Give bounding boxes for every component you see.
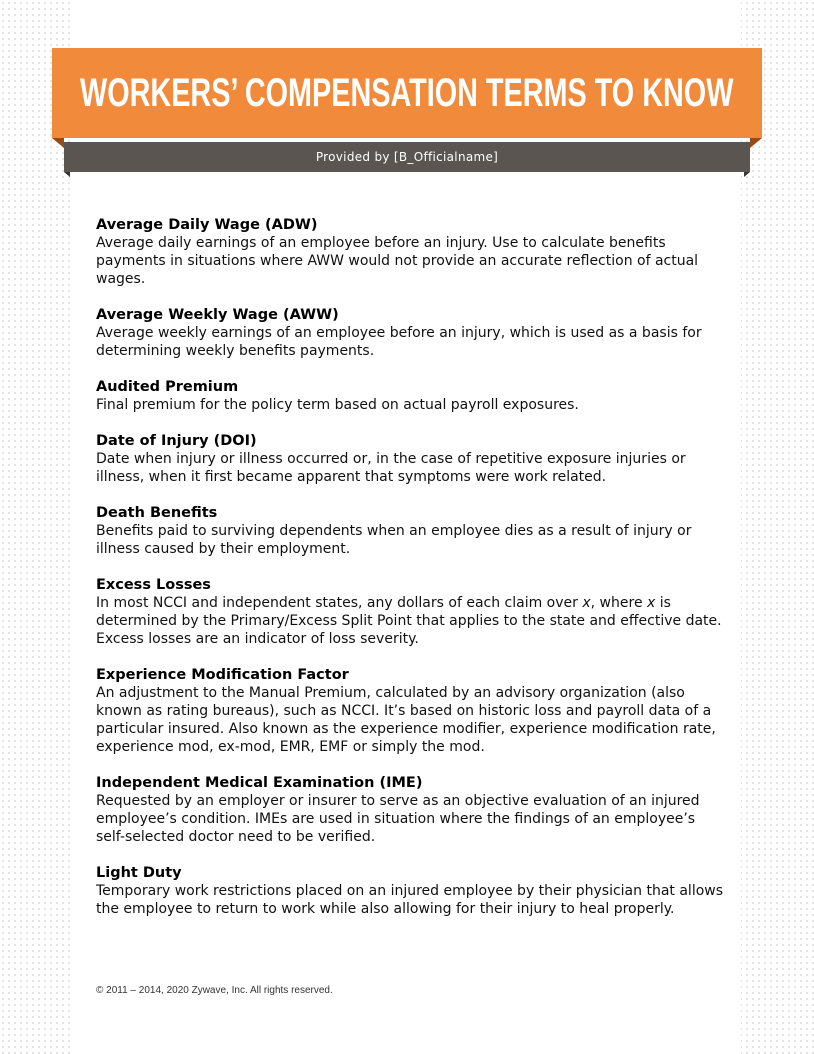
term-name: Excess Losses <box>96 577 211 593</box>
term-definition: Final premium for the policy term based on actual payroll exposures. <box>96 397 579 413</box>
copyright-footer: © 2011 – 2014, 2020 Zywave, Inc. All rights reserved. <box>96 985 333 996</box>
term-definition: An adjustment to the Manual Premium, calculated by an advisory organization (also known as rating bureaus), such as NCCI. It’s based on historic loss and payroll data of a particular insured. Also known as the experience modifier, experience modification rate, experience mod, ex-mod, EMR, EMF or simply the mod. <box>96 685 716 755</box>
term-name: Average Daily Wage (ADW) <box>96 217 318 233</box>
provided-by-bar <box>64 142 750 172</box>
term-name: Average Weekly Wage (AWW) <box>96 307 339 323</box>
subbar-fold-right <box>744 172 750 177</box>
page-title: WORKERS’ COMPENSATION TERMS TO KNOW <box>80 70 734 115</box>
title-banner <box>52 48 762 138</box>
term-entry <box>96 864 726 918</box>
term-definition: Date when injury or illness occurred or, in the case of repetitive exposure injuries or illness, when it first became apparent that symptoms were work related. <box>96 451 686 485</box>
term-entry <box>96 666 726 756</box>
term-name: Audited Premium <box>96 379 239 395</box>
term-name: Independent Medical Examination (IME) <box>96 775 423 791</box>
definition-text: , where <box>590 595 648 611</box>
term-entry <box>96 306 726 360</box>
term-entry <box>96 774 726 846</box>
variable-x: x <box>647 595 656 611</box>
term-definition: Temporary work restrictions placed on an injured employee by their physician that allows the employee to return to work while also allowing for their injury to heal properly. <box>96 883 724 917</box>
provided-by-text: Provided by [B_Officialname] <box>315 150 499 164</box>
term-entry <box>96 576 726 648</box>
term-definition <box>96 594 726 648</box>
term-name: Experience Modification Factor <box>96 667 349 683</box>
term-entry <box>96 378 726 414</box>
term-entry <box>96 432 726 486</box>
term-name: Death Benefits <box>96 505 218 521</box>
term-entry <box>96 216 726 288</box>
subbar-fold-left <box>64 172 70 177</box>
term-definition: Benefits paid to surviving dependents when an employee dies as a result of injury or illness caused by their employment. <box>96 523 692 557</box>
definition-text: In most NCCI and independent states, any dollars of each claim over <box>96 595 583 611</box>
banner-fold-right <box>750 138 762 148</box>
term-entry <box>96 504 726 558</box>
variable-x: x <box>582 595 591 611</box>
term-name: Light Duty <box>96 865 182 881</box>
definition-text: is determined by the Primary/Excess Split Point that applies to the state and effective date. Excess losses are an indicator of loss severity. <box>96 595 722 647</box>
term-definition: Requested by an employer or insurer to serve as an objective evaluation of an injured employee’s condition. IMEs are used in situation where the findings of an employee’s self-selected doctor need to be verified. <box>96 793 700 845</box>
banner-fold-left <box>52 138 64 148</box>
term-name: Date of Injury (DOI) <box>96 433 257 449</box>
terms-list <box>96 216 726 936</box>
term-definition: Average daily earnings of an employee before an injury. Use to calculate benefits payments in situations where AWW would not provide an accurate reflection of actual wages. <box>96 235 699 287</box>
term-definition: Average weekly earnings of an employee before an injury, which is used as a basis for determining weekly benefits payments. <box>96 325 702 359</box>
